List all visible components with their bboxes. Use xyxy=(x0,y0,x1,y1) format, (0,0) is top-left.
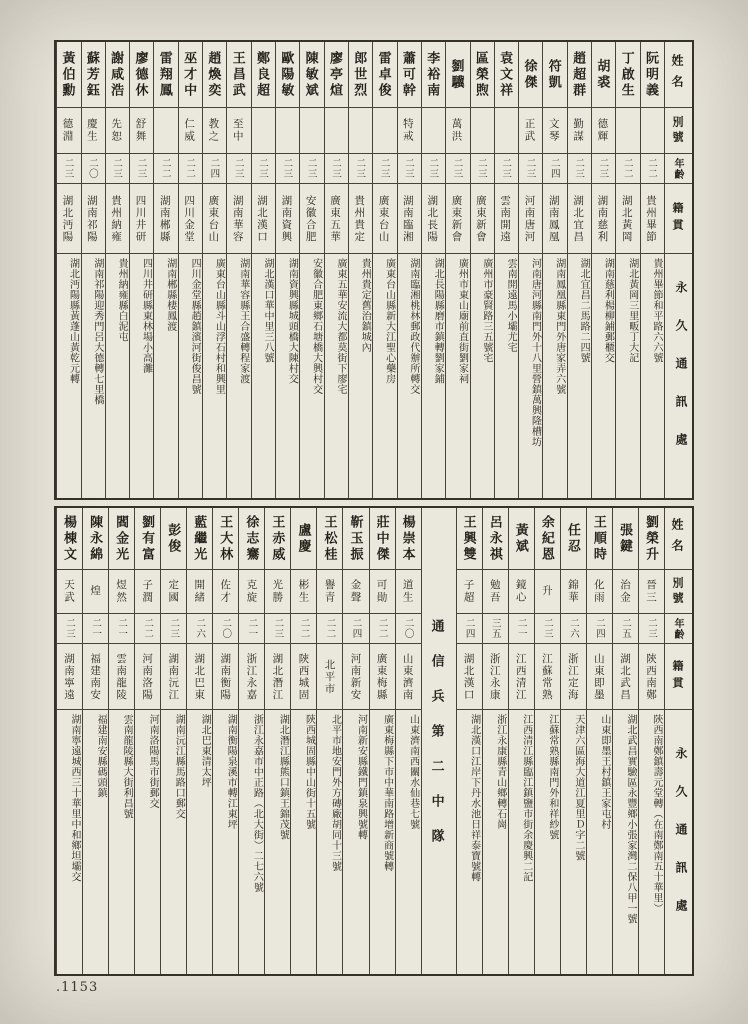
person-alias: 德淵 xyxy=(57,108,80,154)
person-column xyxy=(372,42,396,498)
person-name: 李裕南 xyxy=(422,42,445,108)
person-column xyxy=(212,508,238,974)
person-native: 廣東新會 xyxy=(446,184,469,254)
person-address: 湖南寧遠城西三十華里中和鄉坦壩交 xyxy=(69,714,81,882)
person-alias xyxy=(616,108,639,154)
person-native: 湖南郴縣 xyxy=(154,184,177,254)
person-name: 劉有富 xyxy=(135,508,160,570)
person-age: 二三 xyxy=(106,154,129,184)
person-column xyxy=(542,42,566,498)
person-name: 呂永祺 xyxy=(483,508,508,570)
person-address: 湖南郴縣棲鳳渡 xyxy=(164,258,176,332)
person-alias: 舒舞 xyxy=(130,108,153,154)
person-name: 王興雙 xyxy=(457,508,482,570)
person-address: 湖北潛江縣熊口鎮王錦茂號 xyxy=(277,714,289,840)
person-name: 劉驥 xyxy=(446,42,469,108)
person-alias: 譽青 xyxy=(317,570,342,614)
person-alias: 慶生 xyxy=(82,108,105,154)
person-native: 廣東新會 xyxy=(471,184,494,254)
person-address: 陝西城固縣中山街十五號 xyxy=(303,714,315,830)
person-age: 二四 xyxy=(203,154,226,184)
person-name: 楊棟文 xyxy=(57,508,82,570)
person-age: 二一 xyxy=(509,614,534,644)
person-alias: 天武 xyxy=(57,570,82,614)
person-age: 二三 xyxy=(161,614,186,644)
person-address: 江西清江縣臨江鎮鹽市街余慶興二記 xyxy=(520,714,532,882)
header-name: 姓名 xyxy=(665,42,692,108)
person-address: 湖南鳳凰縣東門外唐家弄六號 xyxy=(553,258,565,395)
header-native: 籍貫 xyxy=(665,184,692,254)
person-name: 蕭可幹 xyxy=(398,42,421,108)
unit-label-column xyxy=(421,508,456,974)
person-name: 任忍 xyxy=(561,508,586,570)
person-name: 雷翔鳳 xyxy=(154,42,177,108)
person-address: 貴州畢節和平路六六號 xyxy=(651,258,662,363)
person-age: 二一 xyxy=(109,614,134,644)
person-age: 二〇 xyxy=(213,614,238,644)
person-age: 二三 xyxy=(398,154,421,184)
person-alias: 定國 xyxy=(161,570,186,614)
person-native: 貴州貴定 xyxy=(349,184,372,254)
person-name: 王昌武 xyxy=(227,42,250,108)
person-column xyxy=(470,42,494,498)
person-native: 湖北潛江 xyxy=(265,644,290,710)
person-name: 余紀恩 xyxy=(535,508,560,570)
person-address: 湖北武昌實驗區永豐鄉小張家灣二保八甲一號 xyxy=(624,714,636,924)
person-native: 廣東台山 xyxy=(203,184,226,254)
person-column xyxy=(82,508,108,974)
person-age: 二三 xyxy=(446,154,469,184)
person-alias: 克旋 xyxy=(239,570,264,614)
person-alias: 鏡心 xyxy=(509,570,534,614)
person-age: 二二 xyxy=(291,614,316,644)
person-age: 三五 xyxy=(483,614,508,644)
person-native: 湖北武昌 xyxy=(613,644,638,710)
person-alias: 勤謀 xyxy=(568,108,591,154)
person-native: 湖南衡陽 xyxy=(213,644,238,710)
person-alias xyxy=(300,108,323,154)
person-age: 二三 xyxy=(265,614,290,644)
person-native: 湖南沅江 xyxy=(161,644,186,710)
person-native: 山東即墨 xyxy=(587,644,612,710)
person-native: 廣東梅縣 xyxy=(370,644,395,710)
person-address: 天津六區海大道江夏里Ｄ字二號 xyxy=(572,714,584,861)
person-name: 王赤威 xyxy=(265,508,290,570)
person-alias: 佐才 xyxy=(213,570,238,614)
person-native: 北平市 xyxy=(317,644,342,710)
person-column xyxy=(508,508,534,974)
person-alias: 金聲 xyxy=(343,570,368,614)
person-address: 江蘇常熟縣南門外和祥紗號 xyxy=(546,714,558,840)
person-name: 符凱 xyxy=(543,42,566,108)
person-name: 巫才中 xyxy=(179,42,202,108)
person-native: 江西清江 xyxy=(509,644,534,710)
person-column xyxy=(238,508,264,974)
person-name: 陳敏斌 xyxy=(300,42,323,108)
person-address: 廣東台山縣斗山浮石村和興里 xyxy=(213,258,225,395)
person-age: 二五 xyxy=(613,614,638,644)
person-address: 四川金堂縣趙鎮濱河街俊昌號 xyxy=(189,258,201,395)
person-age: 二二 xyxy=(370,614,395,644)
person-name: 區榮煦 xyxy=(471,42,494,108)
person-native: 湖北漢口 xyxy=(457,644,482,710)
person-native: 浙江定海 xyxy=(561,644,586,710)
person-age: 二二 xyxy=(154,154,177,184)
person-column xyxy=(202,42,226,498)
person-address: 湖北巴東清太坪 xyxy=(199,714,211,788)
person-alias: 勉吾 xyxy=(483,570,508,614)
person-alias: 煜然 xyxy=(109,570,134,614)
person-name: 蘇芳鈺 xyxy=(82,42,105,108)
person-native: 貴州納雍 xyxy=(106,184,129,254)
person-native: 河南唐河 xyxy=(519,184,542,254)
person-column xyxy=(494,42,518,498)
person-alias: 萬洪 xyxy=(446,108,469,154)
person-alias xyxy=(349,108,372,154)
person-age: 二三 xyxy=(227,154,250,184)
person-column xyxy=(275,42,299,498)
person-address: 湖北宜昌二馬路二四號 xyxy=(578,258,590,363)
person-name: 劉榮升 xyxy=(639,508,664,570)
person-alias xyxy=(641,108,664,154)
person-alias xyxy=(471,108,494,154)
person-native: 浙江永嘉 xyxy=(239,644,264,710)
person-age: 二二 xyxy=(317,614,342,644)
person-address: 福建南安縣碼頭鎮 xyxy=(95,714,107,798)
person-native: 江蘇常熟 xyxy=(535,644,560,710)
person-age: 二三 xyxy=(57,614,82,644)
person-native: 湖北黃岡 xyxy=(616,184,639,254)
person-column xyxy=(108,508,134,974)
person-age: 二〇 xyxy=(82,154,105,184)
person-column xyxy=(226,42,250,498)
person-name: 張鍵 xyxy=(613,508,638,570)
person-name: 阮明義 xyxy=(641,42,664,108)
person-address: 河南新安縣鐵門鎮泉興號轉 xyxy=(355,714,367,840)
person-column xyxy=(567,42,591,498)
person-column xyxy=(264,508,290,974)
person-name: 黃斌 xyxy=(509,508,534,570)
person-age: 二三 xyxy=(592,154,615,184)
person-age: 二三 xyxy=(519,154,542,184)
header-age: 年齡 xyxy=(665,154,692,184)
person-age: 二四 xyxy=(343,614,368,644)
header-address: 永久通訊處 xyxy=(674,747,688,937)
person-name: 袁文祥 xyxy=(495,42,518,108)
person-age: 二三 xyxy=(276,154,299,184)
unit-label: 通信兵第二中隊 xyxy=(428,618,444,864)
person-address: 廣東梅縣下市中華南路增新商號轉 xyxy=(381,714,393,872)
person-age: 二三 xyxy=(349,154,372,184)
person-column xyxy=(482,508,508,974)
person-name: 謝咸浩 xyxy=(106,42,129,108)
person-column xyxy=(612,508,638,974)
person-name: 王松桂 xyxy=(317,508,342,570)
person-column xyxy=(445,42,469,498)
person-column xyxy=(591,42,615,498)
person-alias: 德輝 xyxy=(592,108,615,154)
person-column xyxy=(251,42,275,498)
person-address: 貴州納雍縣白泥屯 xyxy=(116,258,128,342)
person-column xyxy=(615,42,639,498)
person-alias xyxy=(325,108,348,154)
person-column xyxy=(56,508,82,974)
person-address: 廣州市東山廟前直街劉家祠 xyxy=(456,258,468,384)
person-age: 二一 xyxy=(239,614,264,644)
person-name: 廖亭煊 xyxy=(325,42,348,108)
person-alias: 錦華 xyxy=(561,570,586,614)
person-name: 陳永綿 xyxy=(83,508,108,570)
person-age: 二三 xyxy=(422,154,445,184)
header-name: 姓名 xyxy=(665,508,692,570)
person-address: 四川井研縣東林場小高灘 xyxy=(140,258,152,374)
person-native: 湖北巴東 xyxy=(187,644,212,710)
person-column xyxy=(290,508,316,974)
person-age: 二三 xyxy=(568,154,591,184)
person-native: 貴州畢節 xyxy=(641,184,664,254)
person-alias: 子潤 xyxy=(135,570,160,614)
person-age: 二二 xyxy=(616,154,639,184)
person-name: 王大林 xyxy=(213,508,238,570)
person-address: 陝西南鄭鎮壽元堂轉（在南鄭南五十華里） xyxy=(651,714,662,914)
person-address: 山東即墨王村鎮王家屯村 xyxy=(598,714,610,830)
person-alias xyxy=(422,108,445,154)
person-column xyxy=(518,42,542,498)
person-name: 閻金光 xyxy=(109,508,134,570)
person-address: 湖北長陽縣磨市鎮轉劉家鋪 xyxy=(432,258,444,384)
person-column xyxy=(81,42,105,498)
person-age: 二一 xyxy=(83,614,108,644)
person-name: 廖德休 xyxy=(130,42,153,108)
person-name: 趙超群 xyxy=(568,42,591,108)
person-column xyxy=(369,508,395,974)
person-column xyxy=(105,42,129,498)
person-name: 藍繼光 xyxy=(187,508,212,570)
person-alias: 文琴 xyxy=(543,108,566,154)
page-number: .1153 xyxy=(56,980,99,995)
person-alias: 仁威 xyxy=(179,108,202,154)
person-column xyxy=(342,508,368,974)
person-native: 陝西城固 xyxy=(291,644,316,710)
person-column xyxy=(129,42,153,498)
person-alias: 光勝 xyxy=(265,570,290,614)
person-name: 徐志騫 xyxy=(239,508,264,570)
person-address: 湖北漢口江岸下丹水池日祥泰寶號轉 xyxy=(468,714,480,882)
person-native: 河南新安 xyxy=(343,644,368,710)
person-native: 湖北沔陽 xyxy=(57,184,80,254)
person-native: 湖南慈利 xyxy=(592,184,615,254)
person-address: 湖南沅江縣馬路口郵交 xyxy=(173,714,185,819)
person-name: 靳玉振 xyxy=(343,508,368,570)
person-name: 趙煥奕 xyxy=(203,42,226,108)
person-native: 山東濟南 xyxy=(396,644,421,710)
person-address: 湖南臨湘桃林郵政代辦所轉交 xyxy=(407,258,419,395)
person-native: 湖南祁陽 xyxy=(82,184,105,254)
person-native: 湖南資興 xyxy=(276,184,299,254)
person-alias: 道生 xyxy=(396,570,421,614)
person-name: 歐陽敏 xyxy=(276,42,299,108)
person-address: 湖北黃岡三里畈丁大記 xyxy=(626,258,638,363)
person-name: 黃伯勳 xyxy=(57,42,80,108)
person-column xyxy=(534,508,560,974)
person-name: 鄭良超 xyxy=(252,42,275,108)
person-alias xyxy=(495,108,518,154)
person-column xyxy=(395,508,421,974)
header-alias: 別號 xyxy=(665,108,692,154)
person-alias: 先恕 xyxy=(106,108,129,154)
person-native: 安徽合肥 xyxy=(300,184,323,254)
person-address: 湖北沔陽縣黃蓬山黃乾元轉 xyxy=(67,258,79,384)
person-native: 湖北宜昌 xyxy=(568,184,591,254)
person-name: 王順時 xyxy=(587,508,612,570)
person-alias xyxy=(154,108,177,154)
person-age: 二四 xyxy=(457,614,482,644)
person-native: 湖南寧遠 xyxy=(57,644,82,710)
person-address: 雲南開遠馬小壩尤宅 xyxy=(505,258,517,353)
person-column xyxy=(456,508,482,974)
person-native: 四川井研 xyxy=(130,184,153,254)
person-alias: 升 xyxy=(535,570,560,614)
header-age: 年齡 xyxy=(665,614,692,644)
person-age: 二四 xyxy=(587,614,612,644)
person-alias: 教之 xyxy=(203,108,226,154)
person-name: 丁啟生 xyxy=(616,42,639,108)
person-alias: 可勛 xyxy=(370,570,395,614)
person-address: 湖北漢口華中里三八號 xyxy=(262,258,273,363)
person-column xyxy=(160,508,186,974)
person-alias xyxy=(373,108,396,154)
person-alias: 子超 xyxy=(457,570,482,614)
person-native: 湖北漢口 xyxy=(252,184,275,254)
person-age: 二二 xyxy=(135,614,160,644)
person-native: 福建南安 xyxy=(83,644,108,710)
roster-table-top xyxy=(54,40,694,500)
person-column xyxy=(316,508,342,974)
roster-table-bottom xyxy=(54,506,694,976)
person-address: 安徽合肥東鄉石塘橋大興村交 xyxy=(310,258,322,395)
person-column xyxy=(134,508,160,974)
person-age: 二六 xyxy=(187,614,212,644)
person-column xyxy=(178,42,202,498)
person-native: 河南洛陽 xyxy=(135,644,160,710)
person-age: 二三 xyxy=(300,154,323,184)
person-native: 浙江永康 xyxy=(483,644,508,710)
person-column xyxy=(299,42,323,498)
person-age: 二三 xyxy=(471,154,494,184)
person-native: 湖南鳳凰 xyxy=(543,184,566,254)
person-native: 雲南開遠 xyxy=(495,184,518,254)
person-address: 湖南華容縣王合盛轉程家渡 xyxy=(237,258,249,384)
header-alias: 別號 xyxy=(665,570,692,614)
person-column xyxy=(421,42,445,498)
person-address: 河南唐河縣南門外十八里營鎮萬興隆槽坊 xyxy=(529,258,541,447)
person-address: 湖南資興縣城頭橋大陳村交 xyxy=(286,258,298,384)
person-alias: 正武 xyxy=(519,108,542,154)
person-column xyxy=(56,42,80,498)
person-native: 雲南龍陵 xyxy=(109,644,134,710)
person-column xyxy=(186,508,212,974)
person-age: 二三 xyxy=(639,614,664,644)
person-address: 北平市地安門外方磚廠胡同十三號 xyxy=(329,714,341,872)
person-age: 二二 xyxy=(641,154,664,184)
person-name: 胡裘 xyxy=(592,42,615,108)
person-alias xyxy=(252,108,275,154)
person-column xyxy=(397,42,421,498)
person-native: 廣東台山 xyxy=(373,184,396,254)
person-alias: 至中 xyxy=(227,108,250,154)
person-alias: 化雨 xyxy=(587,570,612,614)
person-alias: 煌 xyxy=(83,570,108,614)
person-age: 二四 xyxy=(543,154,566,184)
person-address: 湖南慈利楊柳鋪郵櫃交 xyxy=(602,258,614,363)
person-address: 廣東五華安流大都莫街下廖宅 xyxy=(334,258,346,395)
person-column xyxy=(586,508,612,974)
header-native: 籍貫 xyxy=(665,644,692,710)
person-column xyxy=(638,508,664,974)
person-alias: 彬生 xyxy=(291,570,316,614)
person-column xyxy=(560,508,586,974)
person-alias xyxy=(276,108,299,154)
person-address: 廣州市豪賢路三五號宅 xyxy=(480,258,492,363)
person-age: 二三 xyxy=(495,154,518,184)
person-column xyxy=(640,42,664,498)
person-column xyxy=(348,42,372,498)
person-name: 郎世烈 xyxy=(349,42,372,108)
person-address: 雲南龍陵縣大街利昌號 xyxy=(121,714,133,819)
person-native: 四川金堂 xyxy=(179,184,202,254)
person-address: 貴州貴定舊治鎮城內 xyxy=(359,258,371,353)
person-age: 二三 xyxy=(57,154,80,184)
person-native: 湖南華容 xyxy=(227,184,250,254)
person-address: 廣東台山縣新大江聖心藥房 xyxy=(383,258,395,384)
person-address: 湖南祁陽迎秀門呂大德轉七里橋 xyxy=(91,258,103,405)
person-name: 盧慶 xyxy=(291,508,316,570)
person-alias: 晉三 xyxy=(639,570,664,614)
person-address: 河南洛陽馬市街郵交 xyxy=(147,714,159,809)
person-native: 湖北長陽 xyxy=(422,184,445,254)
person-column xyxy=(324,42,348,498)
person-native: 湖南臨湘 xyxy=(398,184,421,254)
person-age: 二三 xyxy=(130,154,153,184)
table-header-column xyxy=(664,42,692,498)
person-name: 莊中傑 xyxy=(370,508,395,570)
person-native: 陝西南鄭 xyxy=(639,644,664,710)
person-age: 二二 xyxy=(179,154,202,184)
person-address: 山東濟南西關水仙巷七號 xyxy=(407,714,419,830)
person-address: 湖南衡陽泉溪市轉江東坪 xyxy=(225,714,237,830)
person-name: 楊崇本 xyxy=(396,508,421,570)
table-header-column xyxy=(664,508,692,974)
person-address: 浙江永康縣青山鄉轉石崗 xyxy=(494,714,506,830)
person-address: 浙江永嘉市中正路（北大街）二七六號 xyxy=(251,714,263,893)
person-alias: 特戒 xyxy=(398,108,421,154)
person-age: 二三 xyxy=(373,154,396,184)
person-alias: 治金 xyxy=(613,570,638,614)
person-age: 二三 xyxy=(325,154,348,184)
person-age: 二六 xyxy=(561,614,586,644)
person-name: 徐傑 xyxy=(519,42,542,108)
person-name: 彭俊 xyxy=(161,508,186,570)
person-age: 二三 xyxy=(535,614,560,644)
person-age: 二三 xyxy=(252,154,275,184)
person-age: 二〇 xyxy=(396,614,421,644)
person-column xyxy=(153,42,177,498)
person-alias: 開緒 xyxy=(187,570,212,614)
person-native: 廣東五華 xyxy=(325,184,348,254)
header-address: 永久通訊處 xyxy=(674,281,688,471)
person-name: 雷卓俊 xyxy=(373,42,396,108)
